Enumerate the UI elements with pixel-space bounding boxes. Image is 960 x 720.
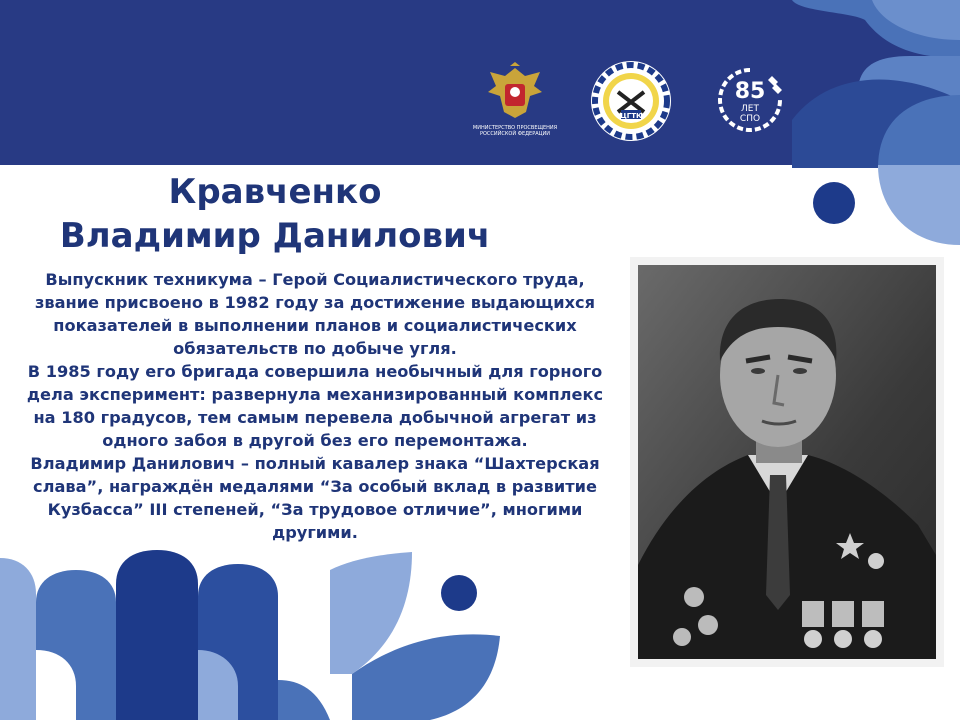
title-surname: Кравченко bbox=[168, 172, 382, 212]
decorative-dot bbox=[813, 182, 855, 224]
anniversary-line2: СПО bbox=[739, 114, 761, 124]
gear-icon bbox=[588, 58, 674, 144]
biography-paragraph-2: В 1985 году его бригада совершила необычный для горного дела эксперимент: развернула механизированный комплекс на 180 градусов, тем самым перевела добычной агрегат из одного забоя в другой без его перемонтажа. bbox=[26, 362, 604, 450]
decorative-dot-bottom bbox=[441, 575, 477, 611]
biography-paragraph-1: Выпускник техникума – Герой Социалистического труда, звание присвоено в 1982 году за достижение выдающихся показателей в выполнении планов и социалистических обязательств по добыче угля. bbox=[34, 270, 596, 358]
decorative-shapes-bottom-left bbox=[0, 540, 520, 720]
portrait-photo bbox=[638, 265, 936, 659]
anniversary-line1: ЛЕТ bbox=[741, 104, 759, 114]
anniversary-logo bbox=[712, 66, 788, 134]
ministry-caption: МИНИСТЕРСТВО ПРОСВЕЩЕНИЯ РОССИЙСКОЙ ФЕДЕРАЦИИ bbox=[472, 125, 558, 137]
double-headed-eagle-icon bbox=[460, 62, 570, 124]
college-logo-text: ЦГТК bbox=[620, 112, 642, 120]
anniversary-number: 85 bbox=[734, 79, 766, 104]
anniversary-caption bbox=[730, 104, 770, 124]
college-logo bbox=[588, 58, 674, 144]
portrait-photo-frame bbox=[630, 257, 944, 667]
title-name: Владимир Данилович bbox=[59, 216, 491, 256]
ministry-logo bbox=[460, 62, 570, 142]
page-title bbox=[40, 170, 510, 258]
biography-text bbox=[22, 268, 608, 544]
biography-paragraph-3: Владимир Данилович – полный кавалер знака “Шахтерская слава”, награждён медалями “За особый вклад в развитие Кузбасса” III степеней, “За трудовое отличие”, многими другими. bbox=[30, 454, 600, 542]
